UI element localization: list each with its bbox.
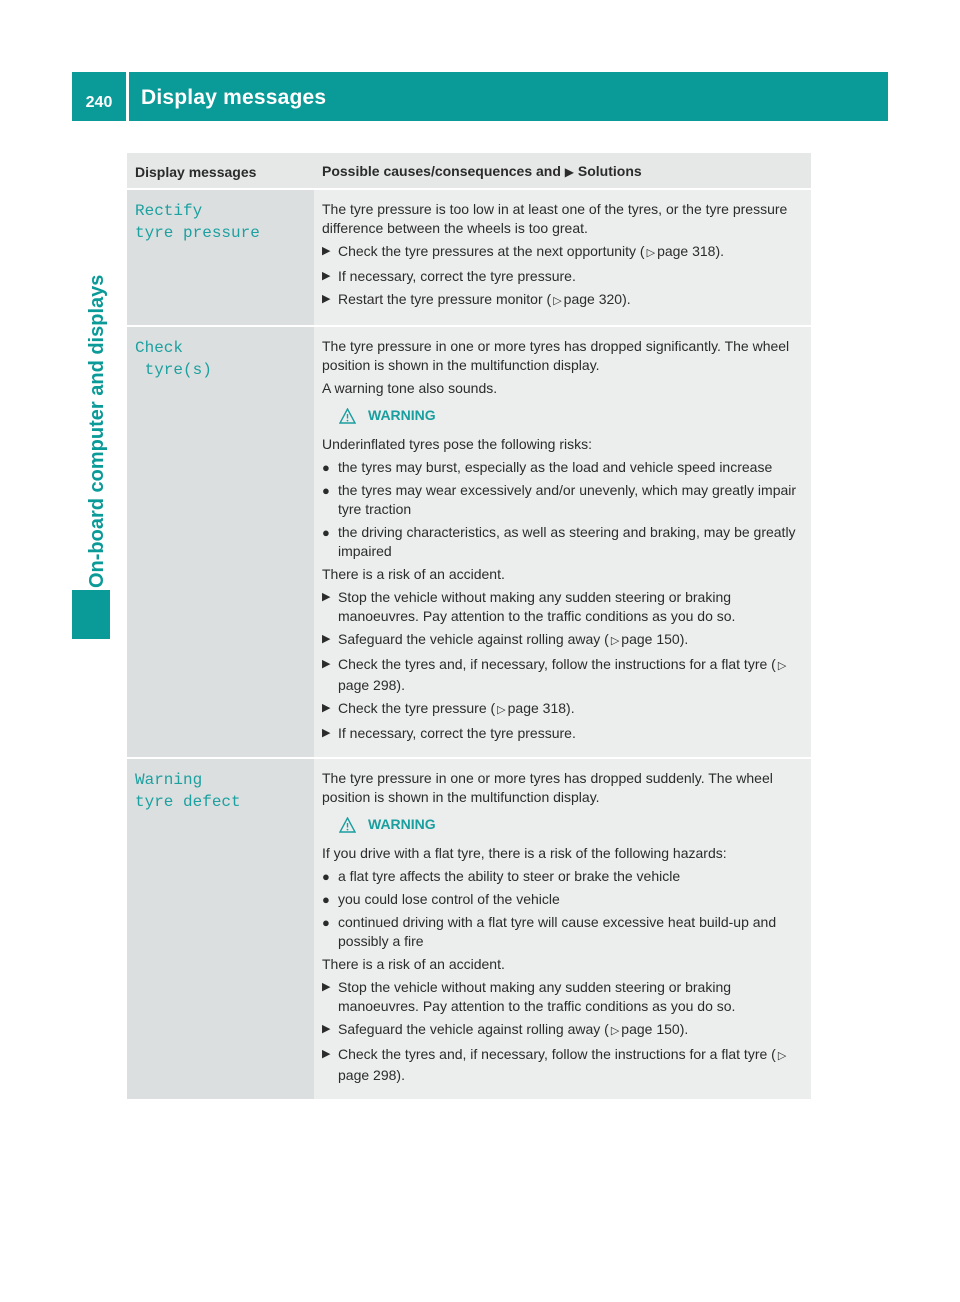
step-text: If necessary, correct the tyre pressure.	[338, 268, 576, 284]
page-reference-link[interactable]: page 150	[621, 631, 680, 647]
bullet-text	[338, 458, 772, 477]
header-causes-label: Possible causes/consequences and	[322, 163, 561, 179]
bullet-text	[338, 867, 680, 886]
play-arrow-icon: ▶	[322, 981, 331, 993]
instruction-text	[338, 242, 724, 263]
section-side-label: On-board computer and displays	[86, 274, 108, 588]
paragraph-text: Underinflated tyres pose the following risks:	[322, 436, 593, 452]
page-reference-icon: ▷	[553, 295, 562, 307]
page-reference-icon: ▷	[610, 1025, 620, 1037]
step-text: Check the tyre pressure (	[338, 700, 496, 716]
step-text: the driving characteristics, as well as steering and braking, may be greatly impaired	[338, 524, 796, 559]
paragraph-text: A warning tone also sounds.	[322, 380, 498, 396]
table-header-row	[127, 153, 811, 189]
warning-triangle-icon	[339, 408, 356, 424]
step-text-end: ).	[715, 243, 725, 259]
warning-label: WARNING	[368, 407, 436, 423]
page-reference-icon: ▷	[610, 635, 620, 647]
bullet-item	[322, 913, 803, 951]
instruction-text	[338, 267, 576, 286]
play-arrow-icon: ▶	[322, 702, 331, 714]
play-arrow-icon: ▶	[322, 293, 331, 305]
step-text: If necessary, correct the tyre pressure.	[338, 725, 576, 741]
play-arrow-icon: ▶	[564, 165, 575, 179]
instruction-step	[322, 267, 803, 286]
page-reference-link[interactable]: page 320	[563, 291, 623, 307]
step-text: Safeguard the vehicle against rolling away (	[338, 631, 609, 647]
instruction-step	[322, 655, 803, 695]
play-arrow-icon: ▶	[322, 1048, 331, 1060]
step-text-end: ).	[679, 1021, 689, 1037]
bullet-text	[338, 481, 803, 519]
step-text: the tyres may burst, especially as the load and vehicle speed increase	[338, 459, 773, 475]
page-reference-link[interactable]: page 298	[338, 1067, 397, 1083]
bullet-icon: ●	[322, 525, 330, 540]
solution-cell	[314, 189, 811, 326]
display-message-text: Rectify tyre pressure	[135, 202, 260, 242]
step-text: Check the tyres and, if necessary, follow the instructions for a flat tyre (	[338, 656, 776, 672]
bullet-icon: ●	[322, 869, 330, 884]
step-text-end: ).	[679, 631, 689, 647]
instruction-text	[338, 699, 575, 720]
page-reference-link[interactable]: page 150	[621, 1021, 680, 1037]
play-arrow-icon: ▶	[322, 270, 331, 282]
play-arrow-icon: ▶	[322, 633, 331, 645]
instruction-text	[338, 290, 631, 311]
instruction-step	[322, 588, 803, 626]
step-text: you could lose control of the vehicle	[338, 891, 560, 907]
bullet-text	[338, 913, 803, 951]
bullet-item	[322, 867, 803, 886]
header-divider	[126, 72, 129, 121]
bullet-icon: ●	[322, 892, 330, 907]
bullet-item	[322, 458, 803, 477]
display-message-cell	[127, 189, 314, 326]
instruction-text	[338, 1020, 688, 1041]
play-arrow-icon: ▶	[322, 727, 331, 739]
page-reference-icon: ▷	[777, 1050, 787, 1062]
solution-cell	[314, 326, 811, 758]
display-message-cell	[127, 326, 314, 758]
display-message-cell	[127, 758, 314, 1099]
bullet-text	[338, 890, 560, 909]
bullet-icon: ●	[322, 915, 330, 930]
paragraph-text: The tyre pressure is too low in at least one of the tyres, or the tyre pressure difference between the wheels is too great.	[322, 201, 788, 236]
instruction-text	[338, 655, 803, 695]
instruction-step	[322, 242, 803, 263]
display-message-text: Warning tyre defect	[135, 771, 241, 811]
instruction-text	[338, 978, 803, 1016]
instruction-text	[338, 1045, 803, 1085]
paragraph-text: There is a risk of an accident.	[322, 566, 505, 582]
table-row	[127, 326, 811, 758]
page-reference-link[interactable]: page 318	[507, 700, 567, 716]
instruction-text	[338, 630, 688, 651]
bullet-item	[322, 523, 803, 561]
instruction-step	[322, 290, 803, 311]
play-arrow-icon: ▶	[322, 658, 331, 670]
paragraph-text: There is a risk of an accident.	[322, 956, 505, 972]
instruction-step	[322, 1020, 803, 1041]
step-text: Stop the vehicle without making any sudden steering or braking manoeuvres. Pay attention to the traffic conditions as you do so.	[338, 589, 736, 624]
bullet-item	[322, 890, 803, 909]
instruction-step	[322, 1045, 803, 1085]
paragraph-text: If you drive with a flat tyre, there is a risk of the following hazards:	[322, 845, 727, 861]
instruction-step	[322, 724, 803, 743]
display-messages-table	[127, 153, 811, 1099]
page-reference-link[interactable]: page 318	[657, 243, 716, 259]
solution-cell	[314, 758, 811, 1099]
warning-triangle-icon	[339, 817, 356, 833]
header-solutions-label: Solutions	[577, 163, 642, 179]
bullet-text	[338, 523, 803, 561]
instruction-step	[322, 978, 803, 1016]
bullet-icon: ●	[322, 483, 330, 498]
page-title: Display messages	[141, 86, 327, 109]
table-row	[127, 189, 811, 326]
step-text: the tyres may wear excessively and/or unevenly, which may greatly impair tyre traction	[338, 482, 797, 517]
step-text-end: ).	[566, 700, 575, 716]
step-text: Check the tyres and, if necessary, follow the instructions for a flat tyre (	[338, 1046, 776, 1062]
warning-label: WARNING	[368, 816, 436, 832]
play-arrow-icon: ▶	[322, 1023, 331, 1035]
instruction-text	[338, 724, 576, 743]
step-text: a flat tyre affects the ability to steer or brake the vehicle	[338, 868, 681, 884]
header-causes-solutions	[314, 153, 811, 189]
step-text-end: ).	[396, 677, 405, 693]
paragraph-text: The tyre pressure in one or more tyres has dropped suddenly. The wheel position is shown in the multifunction display.	[322, 770, 773, 805]
bullet-icon: ●	[322, 460, 330, 475]
section-side-block	[72, 590, 110, 639]
page-reference-icon: ▷	[777, 660, 787, 672]
instruction-text	[338, 588, 803, 626]
page-reference-link[interactable]: page 298	[338, 677, 397, 693]
step-text: Safeguard the vehicle against rolling away (	[338, 1021, 609, 1037]
page-reference-icon: ▷	[646, 247, 656, 259]
step-text-end: ).	[622, 291, 631, 307]
header-display-messages: Display messages	[127, 153, 314, 189]
page-number: 240	[85, 94, 113, 111]
instruction-step	[322, 630, 803, 651]
play-arrow-icon: ▶	[322, 591, 331, 603]
step-text: continued driving with a flat tyre will cause excessive heat build-up and possibly a fire	[338, 914, 777, 949]
display-message-text: Check tyre(s)	[135, 339, 212, 379]
step-text-end: ).	[396, 1067, 405, 1083]
instruction-step	[322, 699, 803, 720]
warning-heading	[322, 406, 803, 425]
play-arrow-icon: ▶	[322, 245, 331, 257]
step-text: Stop the vehicle without making any sudden steering or braking manoeuvres. Pay attention to the traffic conditions as you do so.	[338, 979, 736, 1014]
paragraph-text: The tyre pressure in one or more tyres has dropped significantly. The wheel position is shown in the multifunction display.	[322, 338, 790, 373]
step-text: Restart the tyre pressure monitor (	[338, 291, 552, 307]
bullet-item	[322, 481, 803, 519]
table-row	[127, 758, 811, 1099]
warning-heading	[322, 815, 803, 834]
page-reference-icon: ▷	[497, 704, 506, 716]
step-text: Check the tyre pressures at the next opportunity (	[338, 243, 645, 259]
